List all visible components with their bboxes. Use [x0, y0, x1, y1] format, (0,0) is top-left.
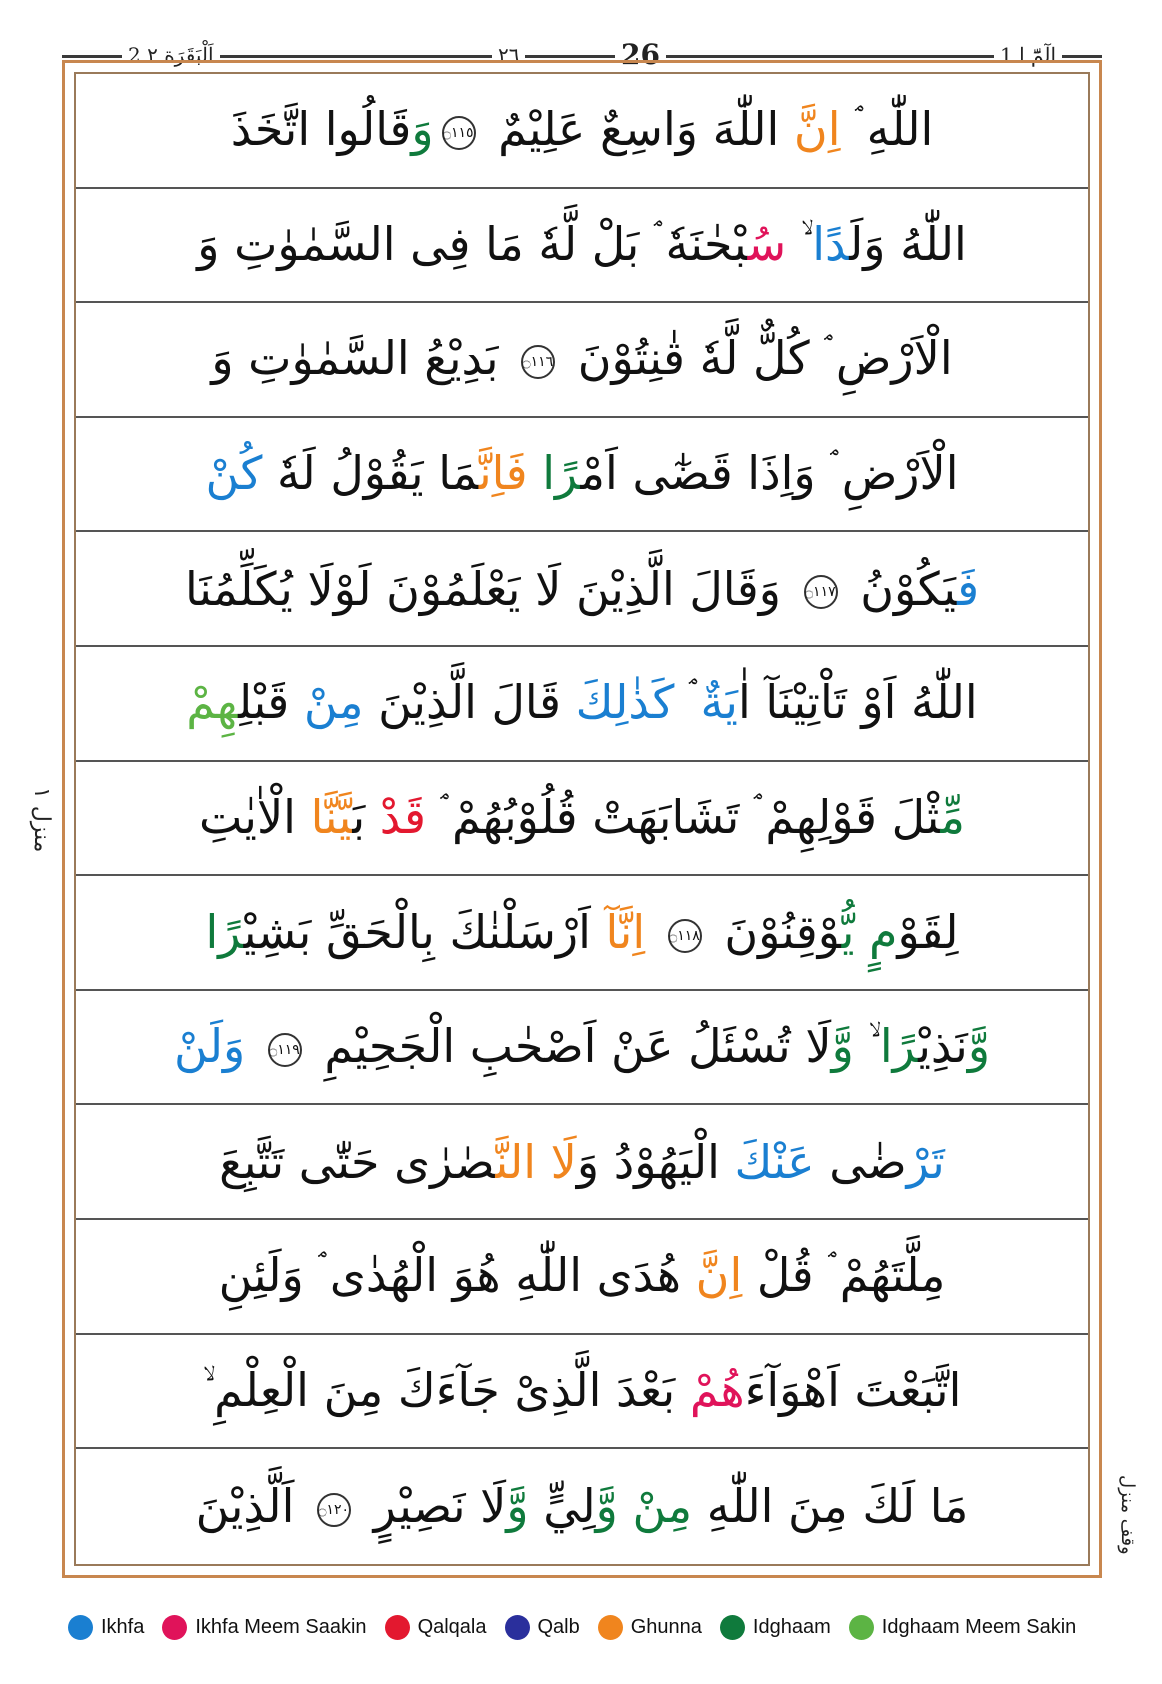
legend-label: Idghaam Meem Sakin: [881, 1615, 1077, 1638]
legend-color-dot: [385, 1615, 410, 1640]
text-segment: مَا يَقُوْلُ لَهٗ: [262, 446, 479, 501]
text-segment: الْاٰيٰتِ: [198, 789, 311, 844]
legend-color-dot: [68, 1615, 93, 1640]
line-text: [185, 562, 979, 616]
legend-item: [598, 1615, 702, 1640]
tajweed-ikhfa-segment: تَرْ: [906, 1134, 945, 1189]
tajweed-ghunna-segment: فَاِنَّ: [478, 446, 528, 501]
text-segment: ۘ: [674, 675, 701, 730]
text-segment: ۙ: [853, 1019, 880, 1074]
tajweed-idghaam-segment: مٍ يُّ: [841, 905, 898, 960]
text-segment: اتَّبَعْتَ اَهْوَآءَ: [744, 1362, 962, 1417]
tajweed-ghunna-segment: يَّنَّا: [310, 789, 353, 844]
tajweed-idghaam-segment: وَ: [411, 102, 434, 157]
text-segment: مِلَّتَهُمْ ۘ قُلْ: [742, 1248, 946, 1303]
page-number: 26: [615, 38, 666, 72]
text-line: [76, 189, 1088, 304]
line-text: [205, 905, 958, 959]
waqf-marker: وقف منزل: [1117, 1475, 1138, 1555]
text-line: [76, 647, 1088, 762]
ayah-number-marker: ۝١٢٠: [317, 1493, 351, 1527]
ayah-number-marker: ۝١١٨: [668, 919, 702, 953]
tajweed-ikhfa-segment: يَةٌ: [700, 675, 738, 730]
legend-color-dot: [849, 1615, 874, 1640]
legend-item: [505, 1615, 580, 1640]
text-segment: اللّٰهُ اَوْ تَاْتِيْنَآ اٰ: [737, 675, 978, 730]
text-segment: بَعْدَ الَّذِىْ جَآءَكَ مِنَ الْعِلْمِ ۙ: [202, 1362, 690, 1417]
text-line: [76, 303, 1088, 418]
text-segment: بْحٰنَهٗ ۘ بَلْ لَّهٗ مَا فِى السَّمٰوٰتِ وَ: [197, 216, 748, 271]
tajweed-idghaam-segment: مِنْ وَّ: [595, 1479, 693, 1534]
text-segment: لِقَوْ: [897, 905, 959, 960]
ayah-number-marker: ۝١١٧: [804, 575, 838, 609]
text-segment: صٰرٰى حَتّٰى تَتَّبِعَ: [219, 1134, 496, 1189]
tajweed-ikhfa-segment: كَذٰلِكَ: [575, 675, 675, 730]
legend-color-dot: [598, 1615, 623, 1640]
text-segment: اَرْسَلْنٰكَ بِالْحَقِّ بَشِيْ: [243, 905, 606, 960]
line-text: [231, 102, 934, 158]
surah-name: 2 اَلْبَقَرَة ٢: [122, 38, 220, 72]
text-line: [76, 532, 1088, 647]
juz-name: 1 الٓمّٓ ا: [994, 38, 1062, 72]
text-line: [76, 762, 1088, 877]
line-text: [186, 675, 977, 731]
text-segment: مَا لَكَ مِنَ اللّٰهِ: [692, 1479, 969, 1534]
tajweed-legend: [68, 1607, 1098, 1647]
tajweed-qalqala-segment: قَدْ: [379, 789, 426, 844]
text-segment: قَالُوا اتَّخَذَ: [230, 102, 412, 157]
text-line: [76, 1220, 1088, 1335]
text-line: [76, 991, 1088, 1106]
text-line: [76, 74, 1088, 189]
text-segment: الْيَهُوْدُ وَ: [576, 1134, 735, 1189]
text-segment: الْاَرْضِ ۘ كُلٌّ لَّهٗ قٰنِتُوْنَ: [563, 331, 953, 386]
line-text: [205, 446, 958, 502]
legend-color-dot: [162, 1615, 187, 1640]
legend-label: Ikhfa Meem Saakin: [195, 1615, 367, 1638]
text-segment: وَقَالَ الَّذِيْنَ لَا يَعْلَمُوْنَ لَوْلَا يُكَلِّمُنَا: [184, 561, 796, 616]
text-segment: ۙ: [786, 216, 813, 271]
legend-label: Qalqala: [417, 1615, 487, 1638]
text-segment: بَ: [352, 789, 380, 844]
text-segment: ضٰى: [814, 1134, 907, 1189]
legend-label: Ikhfa: [101, 1615, 145, 1638]
text-line: [76, 1105, 1088, 1220]
legend-label: Ghunna: [630, 1615, 702, 1638]
legend-label: Idghaam: [752, 1615, 831, 1638]
tajweed-ikhfa-meem-segment: سُ: [747, 216, 787, 271]
tajweed-ghunna-segment: اِنَّ: [793, 102, 841, 157]
ayah-number-marker: ۝١١٦: [521, 345, 555, 379]
line-text: [197, 217, 967, 273]
text-segment: اللّٰهَ وَاسِعٌ عَلِيْمٌ: [483, 102, 794, 157]
line-text: [219, 1135, 945, 1189]
tajweed-ikhfa-meem-segment: هُمْ: [689, 1362, 745, 1417]
tajweed-ikhfa-segment: عَنْكَ: [734, 1134, 815, 1189]
text-segment: [245, 1019, 260, 1073]
tajweed-idghaam-segment: رًا: [542, 446, 581, 501]
text-segment: الْاَرْضِ ۘ وَاِذَا قَضٰٓى اَمْ: [580, 446, 959, 501]
line-text: [203, 1363, 962, 1419]
text-segment: قَبْلِ: [238, 675, 304, 730]
tajweed-idghaam-segment: وَّ: [967, 1019, 991, 1074]
line-text: [219, 1248, 946, 1304]
text-segment: قَالَ الَّذِيْنَ: [363, 675, 576, 730]
text-line: [76, 1335, 1088, 1450]
text-segment: اللّٰهِ ۘ: [840, 102, 934, 157]
line-text: [211, 331, 952, 387]
tajweed-idghaam-segment: وَّ: [506, 1479, 529, 1534]
tajweed-ikhfa-segment: دًا: [812, 216, 850, 271]
manzil-marker: منزل ١: [29, 787, 54, 853]
ayah-number-marker: ۝١١٩: [268, 1033, 302, 1067]
tajweed-ghunna-segment: اِنَّ: [695, 1248, 743, 1303]
tajweed-idghaam-segment: وَّ: [831, 1019, 854, 1074]
text-segment: بَدِيْعُ السَّمٰوٰتِ وَ: [211, 331, 514, 386]
text-line: [76, 876, 1088, 991]
text-segment: يَكُوْنُ: [845, 561, 958, 616]
text-segment: هُدَى اللّٰهِ هُوَ الْهُدٰى ۘ وَلَئِنِ: [218, 1248, 696, 1303]
tajweed-ghunna-segment: لَا النَّ: [495, 1134, 577, 1189]
legend-label: Qalb: [537, 1615, 580, 1638]
text-segment: ثْلَ قَوْلِهِمْ ۘ تَشَابَهَتْ قُلُوْبُهُمْ ۘ: [425, 789, 941, 844]
text-line: [76, 1449, 1088, 1564]
line-text: [174, 1019, 990, 1075]
tajweed-ikhfa-segment: وَلَنْ: [173, 1019, 246, 1074]
tajweed-ghunna-segment: اِنَّآ: [605, 905, 646, 960]
line-text: [199, 790, 965, 846]
text-segment: لَا تُسْئَلُ عَنْ اَصْحٰبِ الْجَحِيْمِ: [309, 1019, 832, 1074]
text-line: [76, 418, 1088, 533]
tajweed-idghaam-segment: رًا: [205, 905, 244, 960]
legend-color-dot: [720, 1615, 745, 1640]
text-segment: [528, 446, 543, 500]
text-segment: نَذِيْ: [918, 1019, 968, 1074]
text-segment: لَا نَصِيْرٍ: [358, 1479, 507, 1534]
text-segment: وْقِنُوْنَ: [709, 905, 842, 960]
legend-item: [385, 1615, 487, 1640]
quran-text-lines: [76, 74, 1088, 1564]
line-text: [196, 1479, 969, 1533]
tajweed-idghaam-meem-segment: هِمْ: [186, 675, 239, 730]
text-segment: اَلَّذِيْنَ: [195, 1479, 309, 1534]
legend-item: [162, 1615, 366, 1640]
text-segment: لِيٍّ: [528, 1479, 596, 1534]
tajweed-ikhfa-segment: مِنْ: [303, 675, 364, 730]
legend-color-dot: [505, 1615, 530, 1640]
text-segment: [645, 905, 660, 959]
tajweed-idghaam-segment: رًا: [879, 1019, 919, 1074]
tajweed-ikhfa-segment: فَ: [957, 561, 980, 616]
legend-item: [68, 1615, 144, 1640]
text-segment: اللّٰهُ وَلَ: [849, 216, 967, 271]
tajweed-ikhfa-segment: كُنْ: [205, 446, 263, 501]
ayah-number-marker: ۝١١٥: [442, 116, 476, 150]
legend-item: [720, 1615, 831, 1640]
page-number-arabic: ٢٦: [492, 38, 525, 72]
tajweed-idghaam-segment: مِّ: [940, 789, 966, 844]
legend-item: [849, 1615, 1077, 1640]
